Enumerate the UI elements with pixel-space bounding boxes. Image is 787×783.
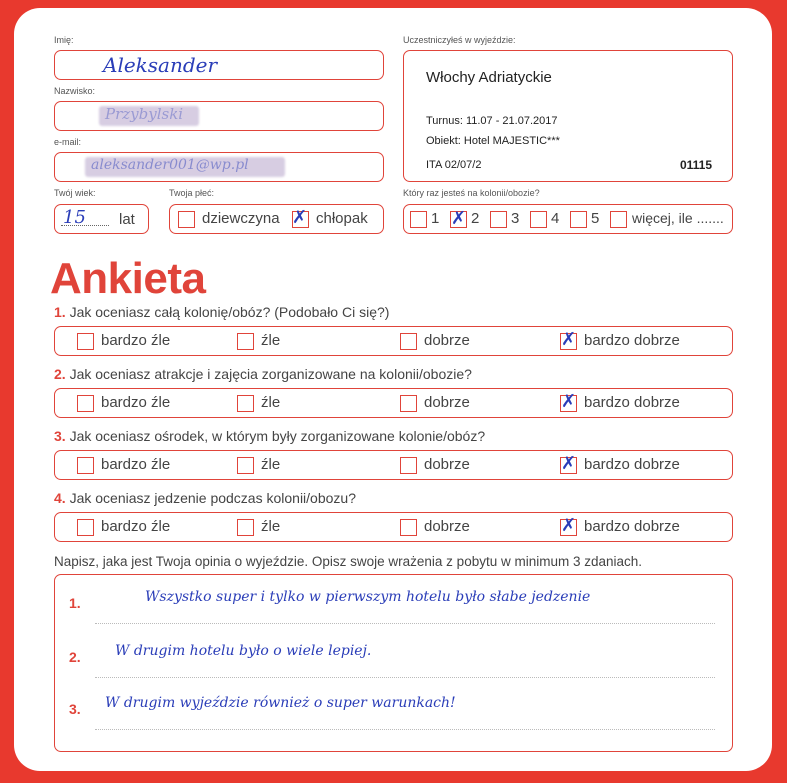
opinion-line-1-rule [95,623,715,624]
age-label: Twój wiek: [54,188,96,198]
question-1-number: 1. [54,304,66,320]
question-1-option-1-checkbox[interactable] [77,333,94,350]
question-1-option-3-checkbox[interactable] [400,333,417,350]
gender-girl-label: dziewczyna [202,210,280,227]
name-field[interactable] [54,50,384,80]
trip-code: ITA 02/07/2 [426,159,482,171]
question-3-option-3-checkbox[interactable] [400,457,417,474]
question-2-label: Jak oceniasz atrakcje i zajęcia zorganizowane na kolonii/obozie? [69,366,472,382]
times-1-label: 1 [431,210,440,227]
trip-title: Włochy Adriatyckie [426,69,552,86]
age-dotline [61,225,109,226]
question-1-option-1-label: bardzo źle [101,332,171,349]
gender-boy-label: chłopak [316,210,368,227]
opinion-box[interactable] [54,574,733,752]
survey-title: Ankieta [50,254,206,303]
question-2-option-4-checkbox[interactable] [560,391,577,412]
trip-number: 01115 [679,158,712,172]
question-3-number: 3. [54,428,66,444]
name-label: Imię: [54,35,74,45]
trip-box [403,50,733,182]
times-2-label: 2 [471,210,480,227]
question-2-option-2-checkbox[interactable] [237,395,254,412]
question-4-option-1-checkbox[interactable] [77,519,94,536]
email-label: e-mail: [54,137,82,147]
opinion-line-1-text: Wszystko super i tylko w pierwszym hotelu było słabe jedzenie [145,589,591,605]
times-5-checkbox[interactable] [570,211,587,228]
age-value: 15 [63,207,86,228]
question-2-number: 2. [54,366,66,382]
question-4-label: Jak oceniasz jedzenie podczas kolonii/obozu? [69,490,356,506]
question-2-options [54,388,733,418]
question-3-option-2-checkbox[interactable] [237,457,254,474]
opinion-line-3-rule [95,729,715,730]
question-2-text [54,366,472,382]
question-3-option-4-checkbox[interactable] [560,453,577,474]
question-1-option-2-label: źle [261,332,281,349]
opinion-prompt: Napisz, jaka jest Twoja opinia o wyjeździe. Opisz swoje wrażenia z pobytu w minimum 3 zdaniach. [54,554,643,569]
times-2-mark: ✗ [451,208,467,229]
times-more-checkbox[interactable] [610,211,627,228]
question-2-option-2-label: źle [261,394,281,411]
question-1-label: Jak oceniasz całą kolonię/obóz? (Podobało Ci się?) [69,304,390,320]
question-3-option-3-label: dobrze [424,456,470,473]
opinion-line-1-number: 1. [69,595,81,611]
opinion-line-3-number: 3. [69,701,81,717]
opinion-line-3-text: W drugim wyjeździe również o super warunkach! [105,695,456,711]
question-4-selected-mark: ✗ [561,515,577,536]
times-1-checkbox[interactable] [410,211,427,228]
times-4-label: 4 [551,210,560,227]
question-4-option-1-label: bardzo źle [101,518,171,535]
question-4-number: 4. [54,490,66,506]
question-4-options [54,512,733,542]
question-1-option-3-label: dobrze [424,332,470,349]
opinion-line-2-number: 2. [69,649,81,665]
question-2-option-1-label: bardzo źle [101,394,171,411]
opinion-line-2-rule [95,677,715,678]
question-4-text [54,490,356,506]
gender-boy-mark: ✗ [292,207,308,228]
age-unit: lat [119,211,135,228]
trip-obiekt: Obiekt: Hotel MAJESTIC*** [426,135,560,147]
question-1-text [54,304,389,320]
gender-girl-checkbox[interactable] [178,211,195,228]
email-value: aleksander001@wp.pl [91,157,249,173]
times-3-label: 3 [511,210,520,227]
times-3-checkbox[interactable] [490,211,507,228]
question-4-option-4-checkbox[interactable] [560,515,577,536]
surname-label: Nazwisko: [54,86,96,96]
question-2-option-3-label: dobrze [424,394,470,411]
question-4-option-3-label: dobrze [424,518,470,535]
times-label: Który raz jesteś na kolonii/obozie? [403,188,540,198]
question-4-option-4-label: bardzo dobrze [584,518,680,535]
question-1-options [54,326,733,356]
question-3-option-1-label: bardzo źle [101,456,171,473]
times-2-checkbox[interactable] [450,208,467,229]
question-4-option-3-checkbox[interactable] [400,519,417,536]
question-3-text [54,428,485,444]
trip-label: Uczestniczyłeś w wyjeździe: [403,35,516,45]
name-value: Aleksander [103,53,218,77]
question-2-selected-mark: ✗ [561,391,577,412]
question-1-option-4-label: bardzo dobrze [584,332,680,349]
survey-card [14,8,772,771]
opinion-line-2-text: W drugim hotelu było o wiele lepiej. [115,643,372,659]
question-1-option-4-checkbox[interactable] [560,329,577,350]
question-3-option-1-checkbox[interactable] [77,457,94,474]
question-2-option-1-checkbox[interactable] [77,395,94,412]
question-1-selected-mark: ✗ [561,329,577,350]
times-5-label: 5 [591,210,600,227]
surname-value: Przybylski [105,105,184,123]
question-2-option-4-label: bardzo dobrze [584,394,680,411]
age-field[interactable] [54,204,149,234]
gender-boy-checkbox[interactable] [292,207,309,228]
question-3-selected-mark: ✗ [561,453,577,474]
question-1-option-2-checkbox[interactable] [237,333,254,350]
times-4-checkbox[interactable] [530,211,547,228]
question-4-option-2-label: źle [261,518,281,535]
question-3-label: Jak oceniasz ośrodek, w którym były zorganizowane kolonie/obóz? [69,428,486,444]
times-more-label: więcej, ile ....... [632,210,724,226]
question-2-option-3-checkbox[interactable] [400,395,417,412]
question-3-options [54,450,733,480]
times-field [403,204,733,234]
question-3-option-2-label: źle [261,456,281,473]
question-4-option-2-checkbox[interactable] [237,519,254,536]
question-3-option-4-label: bardzo dobrze [584,456,680,473]
gender-field [169,204,384,234]
email-field[interactable] [54,152,384,182]
trip-turnus: Turnus: 11.07 - 21.07.2017 [426,115,558,127]
surname-field[interactable] [54,101,384,131]
gender-label: Twoja płeć: [169,188,215,198]
